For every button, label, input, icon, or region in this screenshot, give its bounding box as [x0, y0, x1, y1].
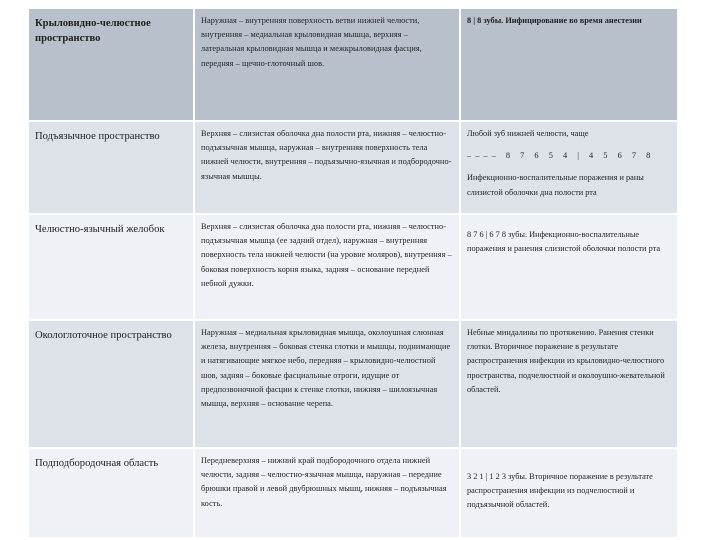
boundaries-cell: Передневерхняя – нижний край подбородочного отдела нижней челюсти, задняя – челюстно-язычная мышца, наружная – передние брюшки правой и левой двубрюшных мышц, нижняя – подъязычная кость. — [195, 449, 461, 537]
boundaries-cell: Наружная – медиальная крыловидная мышца, околоушная слюнная железа, внутренняя – боковая стенка глотки и мышцы, поднимающие и натягивающие мягкое небо, передняя – крыловидно-челюстной шов, задняя – боковые фасциальные отроги, идущие от предпозвоночной фасции к стенке глотки, нижняя – шилоязычная мышца, верхняя – основание черепа. — [195, 321, 461, 449]
space-name-cell: Подъязычное пространство — [29, 122, 195, 215]
table-row — [29, 449, 677, 537]
boundaries-cell: Верхняя – слизистая оболочка дна полости рта, нижняя – челюстно-подъязычная мышца, наружная – внутренняя поверхность тела нижней челюсти, внутренняя – подъязычно-язычная и подбородочно-язычная мышцы. — [195, 122, 461, 215]
infection-source-cell: Небные миндалины по протяжению. Ранения стенки глотки. Вторичное поражение в результате распространения инфекции из крыловидно-челюстного пространства, подчелюстной и околоушно-жевательной областей. — [461, 321, 677, 449]
spaces-table-wrapper — [29, 9, 677, 537]
table-row — [29, 215, 677, 321]
space-name-cell: Подподбородочная область — [29, 449, 195, 537]
table-row — [29, 9, 677, 122]
teeth-formula: –––– 8 7 6 5 4 | 4 5 6 7 8 — [467, 151, 655, 161]
source-intro-text: Любой зуб нижней челюсти, чаще — [467, 129, 589, 138]
space-name-cell: Челюстно-язычный желобок — [29, 215, 195, 321]
source-text: 8 7 6 | 6 7 8 зубы. Инфекционно-воспалительные поражения и ранения слизистой оболочки полости рта — [467, 230, 661, 254]
infection-source-cell: 8 | 8 зубы. Инфицирование во время анестезии — [461, 9, 677, 122]
space-name-cell: Крыловидно-челюстное пространство — [29, 9, 195, 122]
source-extra-text: Инфекционно-воспалительные поражения и раны слизистой оболочки дна полости рта — [467, 173, 644, 197]
table-row — [29, 122, 677, 215]
infection-source-cell — [461, 449, 677, 537]
source-text: 3 2 1 | 1 2 3 зубы. Вторичное поражение в результате распространения инфекции из подчелюстной и подъязычной областей. — [467, 472, 653, 510]
infection-source-cell — [461, 215, 677, 321]
table-row — [29, 321, 677, 449]
boundaries-cell: Верхняя – слизистая оболочка дна полости рта, нижняя – челюстно-подъязычная мышца (ее задний отдел), наружная – внутренняя поверхность тела нижней челюсти (на уровне моляров), внутренняя – боковая поверхность корня языка, задняя – основание передней небной дужки. — [195, 215, 461, 321]
infection-source-cell — [461, 122, 677, 215]
space-name-cell: Окологлоточное пространство — [29, 321, 195, 449]
spaces-table — [29, 9, 677, 537]
boundaries-cell: Наружная – внутренняя поверхность ветви нижней челюсти, внутренняя – медиальная крыловидная мышца, верхняя – латеральная крыловидная мышца и межкрыловидная фасция, передняя – щечно-глоточный шов. — [195, 9, 461, 122]
